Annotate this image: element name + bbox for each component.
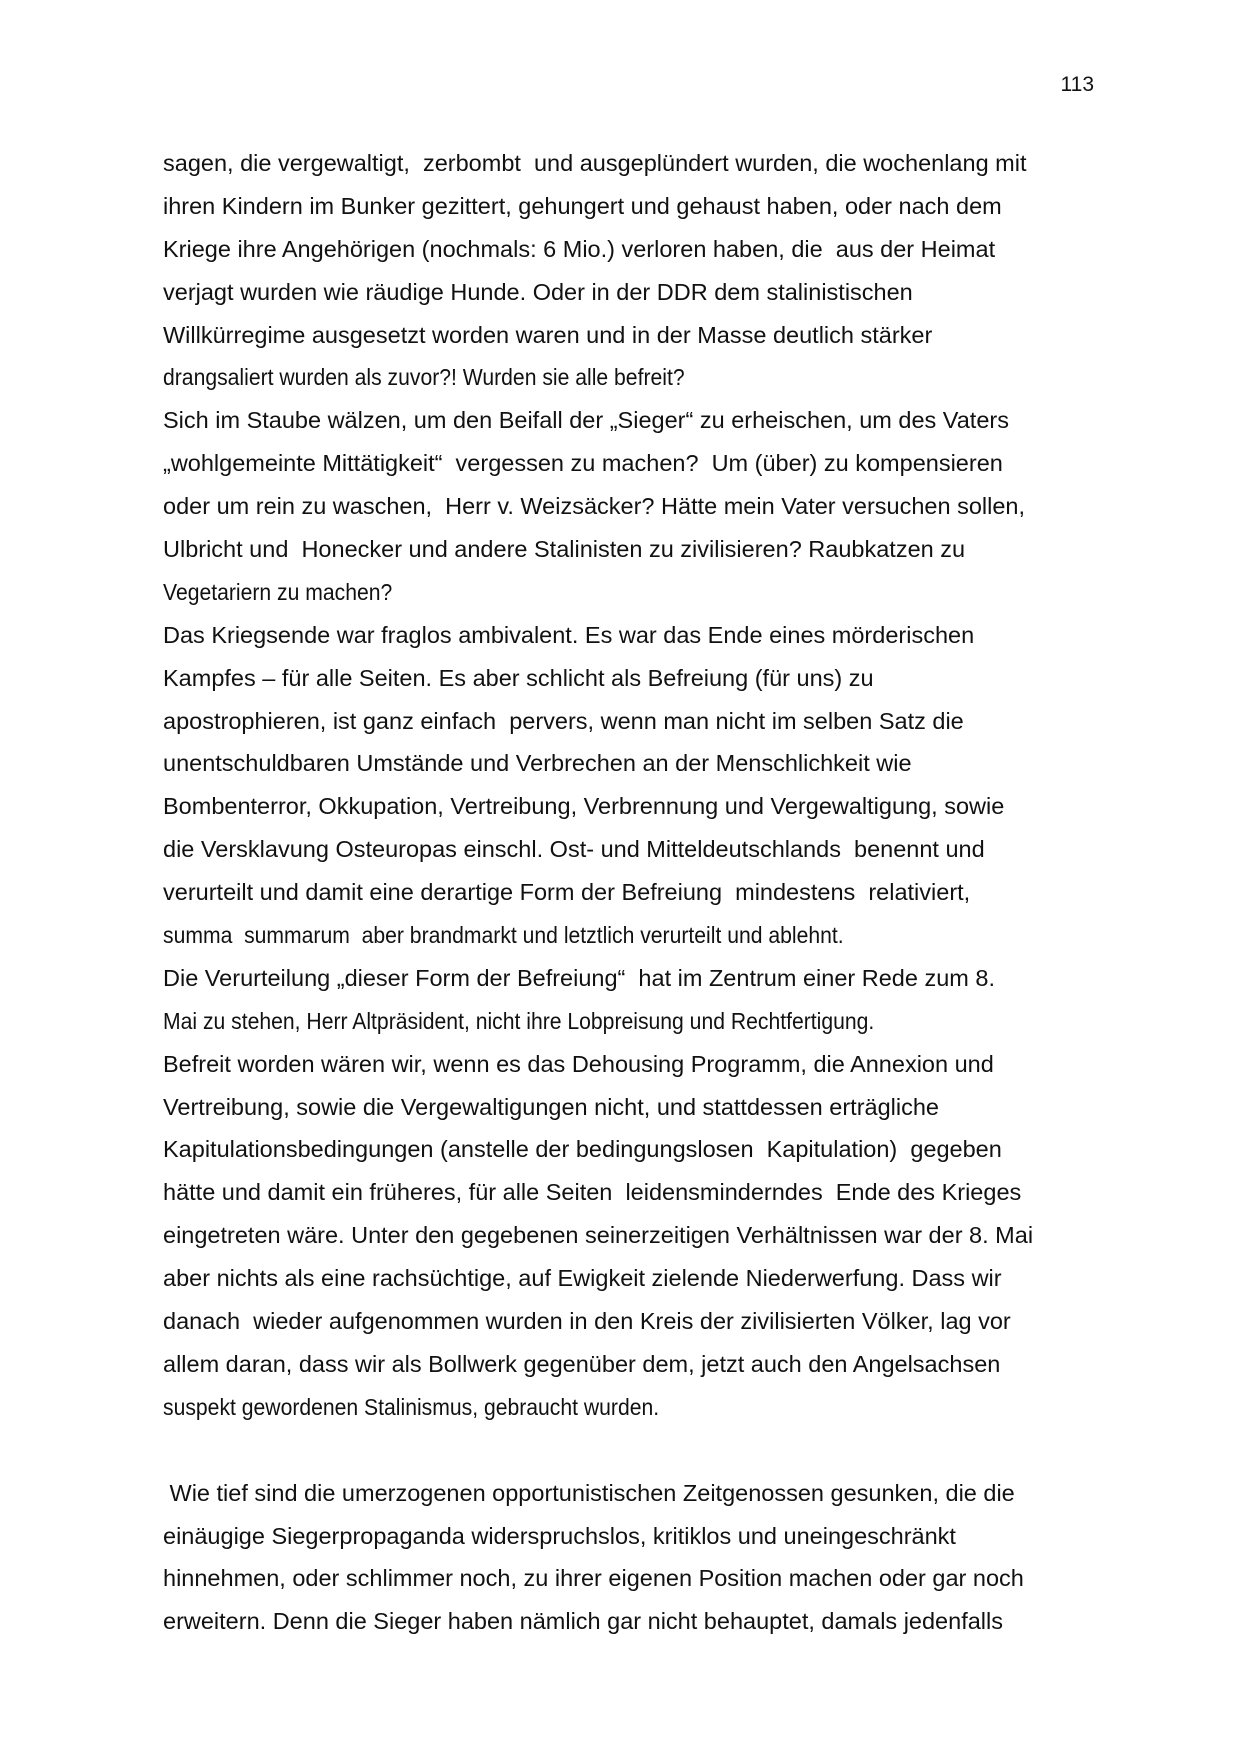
text-line: verurteilt und damit eine derartige Form der Befreiung mindestens relativiert,: [163, 879, 971, 906]
text-line: Kriege ihre Angehörigen (nochmals: 6 Mio.) verloren haben, die aus der Heimat: [163, 235, 996, 262]
blank-line: [163, 1433, 1097, 1476]
text-line: ihren Kindern im Bunker gezittert, gehungert und gehaust haben, oder nach dem: [163, 192, 1002, 219]
text-line: „wohlgemeinte Mittätigkeit“ vergessen zu machen? Um (über) zu kompensieren: [163, 450, 1003, 477]
text-line: verjagt wurden wie räudige Hunde. Oder in der DDR dem stalinistischen: [163, 278, 913, 305]
text-line: Mai zu stehen, Herr Altpräsident, nicht ihre Lobpreisung und Rechtfertigung.: [163, 1007, 875, 1034]
text-line: Kapitulationsbedingungen (anstelle der bedingungslosen Kapitulation) gegeben: [163, 1136, 1002, 1163]
text-line: Das Kriegsende war fraglos ambivalent. Es war das Ende eines mörderischen: [163, 621, 975, 648]
text-line: Kampfes – für alle Seiten. Es aber schlicht als Befreiung (für uns) zu: [163, 664, 874, 691]
text-line: apostrophieren, ist ganz einfach pervers, wenn man nicht im selben Satz die: [163, 707, 964, 734]
text-line: Die Verurteilung „dieser Form der Befreiung“ hat im Zentrum einer Rede zum 8.: [163, 964, 995, 991]
text-line: drangsaliert wurden als zuvor?! Wurden sie alle befreit?: [163, 364, 685, 391]
text-line: Wie tief sind die umerzogenen opportunistischen Zeitgenossen gesunken, die die: [163, 1479, 1015, 1506]
text-line: oder um rein zu waschen, Herr v. Weizsäcker? Hätte mein Vater versuchen sollen,: [163, 493, 1026, 520]
text-line: erweitern. Denn die Sieger haben nämlich gar nicht behauptet, damals jedenfalls: [163, 1608, 1003, 1635]
text-line: einäugige Siegerpropaganda widerspruchslos, kritiklos und uneingeschränkt: [163, 1522, 956, 1549]
body-text: [163, 146, 1097, 1647]
text-line: Befreit worden wären wir, wenn es das Dehousing Programm, die Annexion und: [163, 1050, 994, 1077]
text-line: die Versklavung Osteuropas einschl. Ost- und Mitteldeutschlands benennt und: [163, 836, 985, 863]
text-line: hätte und damit ein früheres, für alle Seiten leidensminderndes Ende des Krieges: [163, 1179, 1022, 1206]
text-line: suspekt gewordenen Stalinismus, gebraucht wurden.: [163, 1393, 660, 1420]
text-line: allem daran, dass wir als Bollwerk gegenüber dem, jetzt auch den Angelsachsen: [163, 1350, 1001, 1377]
text-line: Vegetariern zu machen?: [163, 578, 393, 605]
text-line: unentschuldbaren Umstände und Verbrechen an der Menschlichkeit wie: [163, 750, 912, 777]
text-line: Bombenterror, Okkupation, Vertreibung, Verbrennung und Vergewaltigung, sowie: [163, 793, 1005, 820]
text-line: Vertreibung, sowie die Vergewaltigungen nicht, und stattdessen erträgliche: [163, 1093, 939, 1120]
text-line: danach wieder aufgenommen wurden in den Kreis der zivilisierten Völker, lag vor: [163, 1308, 1011, 1335]
text-line: Sich im Staube wälzen, um den Beifall der „Sieger“ zu erheischen, um des Vaters: [163, 407, 1009, 434]
text-line: Ulbricht und Honecker und andere Stalinisten zu zivilisieren? Raubkatzen zu: [163, 536, 966, 563]
page-number: 113: [1060, 73, 1094, 96]
text-line: Willkürregime ausgesetzt worden waren und in der Masse deutlich stärker: [163, 321, 933, 348]
text-line: summa summarum aber brandmarkt und letztlich verurteilt und ablehnt.: [163, 922, 844, 949]
text-line: aber nichts als eine rachsüchtige, auf Ewigkeit zielende Niederwerfung. Dass wir: [163, 1265, 1002, 1292]
text-line: sagen, die vergewaltigt, zerbombt und ausgeplündert wurden, die wochenlang mit: [163, 150, 1027, 176]
text-line: hinnehmen, oder schlimmer noch, zu ihrer eigenen Position machen oder gar noch: [163, 1565, 1024, 1592]
text-line: eingetreten wäre. Unter den gegebenen seinerzeitigen Verhältnissen war der 8. Mai: [163, 1222, 1034, 1249]
